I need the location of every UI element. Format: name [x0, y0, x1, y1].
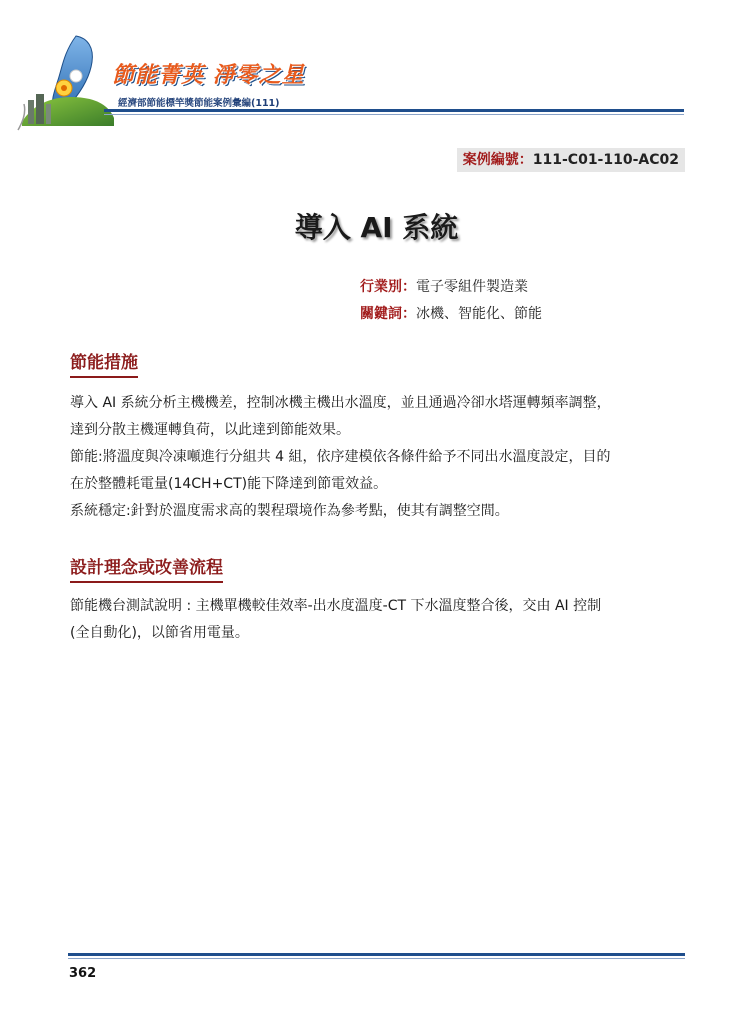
footer-rule-thin [68, 958, 685, 959]
case-number-label: 案例編號： [462, 152, 533, 168]
body-line: 導入 AI 系統分析主機機差，控制冰機主機出水溫度，並且通過冷卻水塔運轉頻率調整， [70, 395, 611, 411]
keywords-row [360, 303, 542, 323]
body-line: 系統穩定:針對於溫度需求高的製程環境作為參考點，使其有調整空間。 [70, 503, 509, 519]
section-heading-text: 節能措施 [70, 353, 138, 373]
section-heading-text: 設計理念或改善流程 [70, 558, 223, 578]
header-subtitle: 經濟部節能標竿獎節能案例彙編(111) [118, 98, 280, 109]
body-line: 節能:將溫度與冷凍噸進行分組共 4 組，依序建模依各條件給予不同出水溫度設定，目的 [70, 449, 611, 465]
section-heading-design [70, 553, 223, 578]
industry-value: 電子零組件製造業 [416, 279, 528, 295]
keywords-label: 關鍵詞： [360, 306, 416, 322]
case-number-box [457, 148, 685, 172]
case-number-value: 111-C01-110-AC02 [532, 152, 679, 168]
industry-label: 行業別： [360, 279, 416, 295]
body-line: 在於整體耗電量(14CH+CT)能下降達到節電效益。 [70, 476, 388, 492]
section-underline [70, 581, 223, 583]
header-rule [104, 109, 684, 112]
keywords-value: 冰機、智能化、節能 [416, 306, 542, 322]
section-heading-measures [70, 348, 138, 373]
industry-row [360, 276, 528, 296]
body-line: 達到分散主機運轉負荷，以此達到節能效果。 [70, 422, 350, 438]
header-rule-thin [104, 114, 684, 115]
body-line: 節能機台測試說明 : 主機單機較佳效率-出水度溫度-CT 下水溫度整合後，交由 AI 控制 [70, 598, 602, 614]
page-title: 導入 AI 系統 [294, 211, 459, 244]
design-body [70, 593, 686, 647]
body-line: (全自動化)，以節省用電量。 [70, 625, 249, 641]
measures-body [70, 390, 686, 525]
footer-rule [68, 953, 685, 956]
section-underline [70, 376, 138, 378]
page-number: 362 [69, 966, 97, 981]
brand-logotype: 節能菁英 淨零之星 [112, 62, 305, 88]
